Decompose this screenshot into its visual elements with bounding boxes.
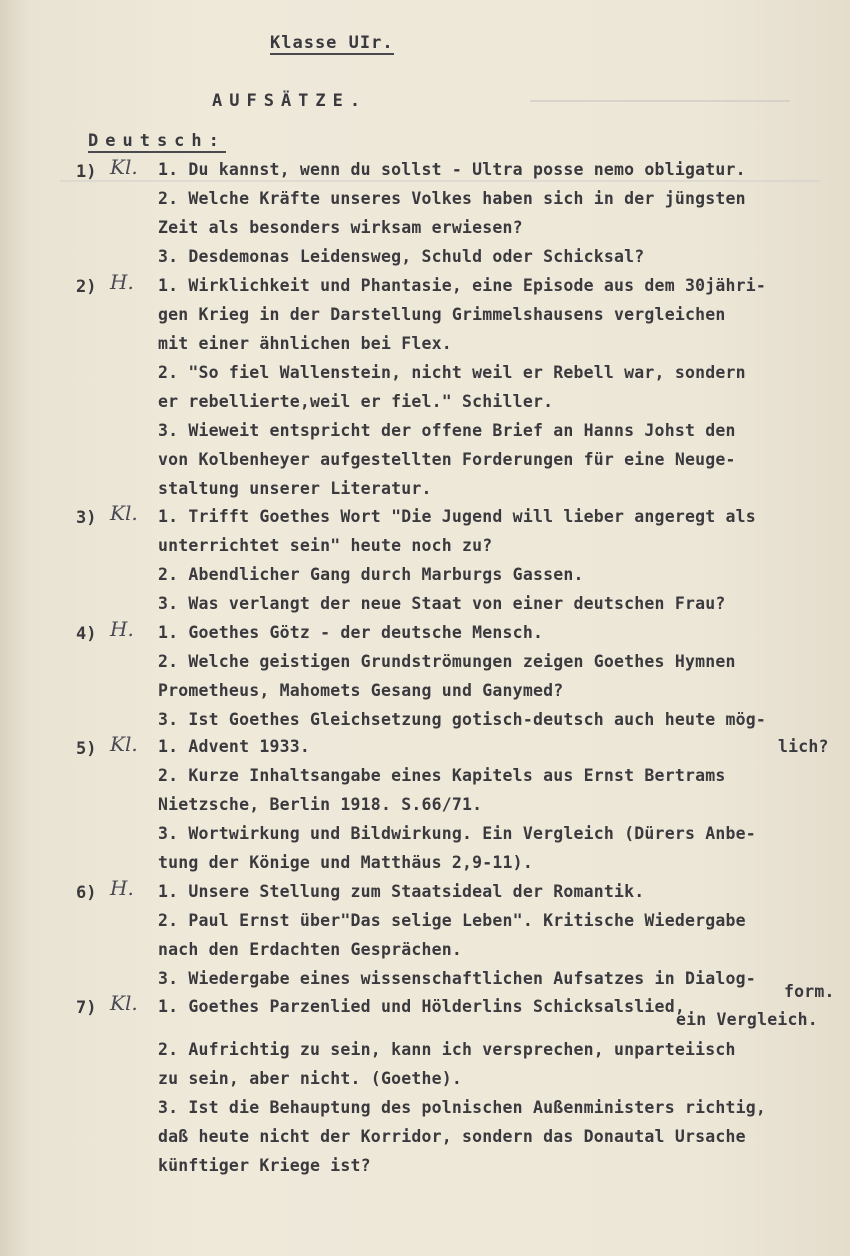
handwritten-mark: H. xyxy=(110,617,134,641)
topic-line: zu sein, aber nicht. (Goethe). xyxy=(158,1069,463,1088)
bleed-through-ruling xyxy=(60,180,820,182)
topic-line: daß heute nicht der Korridor, sondern das Donautal Ursache xyxy=(158,1127,746,1146)
topic-line: Zeit als besonders wirksam erwiesen? xyxy=(158,218,523,237)
topic-line: 3. Desdemonas Leidensweg, Schuld oder Schicksal? xyxy=(158,247,645,266)
topic-line: künftiger Kriege ist? xyxy=(158,1156,371,1175)
handwritten-mark: Kl. xyxy=(110,501,138,525)
topic-line: von Kolbenheyer aufgestellten Forderungen für eine Neuge- xyxy=(158,450,736,469)
topic-line: gen Krieg in der Darstellung Grimmelshausens vergleichen xyxy=(158,305,726,324)
topic-line: 3. Was verlangt der neue Staat von einer deutschen Frau? xyxy=(158,594,726,613)
subject-heading: Deutsch: xyxy=(88,131,226,151)
handwritten-mark: Kl. xyxy=(110,991,138,1015)
topic-line: mit einer ähnlichen bei Flex. xyxy=(158,334,452,353)
topic-line: unterrichtet sein" heute noch zu? xyxy=(158,536,493,555)
topic-line: 2. Welche geistigen Grundströmungen zeigen Goethes Hymnen xyxy=(158,652,736,671)
topic-line: 1. Trifft Goethes Wort "Die Jugend will lieber angeregt als xyxy=(158,507,756,526)
topic-line: 1. Advent 1933. xyxy=(158,737,311,756)
topic-line: tung der Könige und Matthäus 2,9-11). xyxy=(158,853,533,872)
topic-line: Nietzsche, Berlin 1918. S.66/71. xyxy=(158,795,483,814)
topic-line: 3. Ist Goethes Gleichsetzung gotisch-deutsch auch heute mög- xyxy=(158,710,767,729)
handwritten-mark: H. xyxy=(110,876,134,900)
line-continuation: form. xyxy=(784,982,835,1001)
topic-line: 2. Paul Ernst über"Das selige Leben". Kritische Wiedergabe xyxy=(158,911,746,930)
topic-line: 3. Wiedergabe eines wissenschaftlichen Aufsatzes in Dialog- xyxy=(158,969,756,988)
topic-line: 2. Kurze Inhaltsangabe eines Kapitels aus Ernst Bertrams xyxy=(158,766,726,785)
topic-line: 3. Wortwirkung und Bildwirkung. Ein Vergleich (Dürers Anbe- xyxy=(158,824,756,843)
group-number: 2) xyxy=(76,277,97,297)
topic-line: 1. Du kannst, wenn du sollst - Ultra posse nemo obligatur. xyxy=(158,160,746,179)
group-number: 4) xyxy=(76,624,97,644)
topic-line: 1. Goethes Parzenlied und Hölderlins Schicksalslied, xyxy=(158,997,685,1016)
line-continuation: lich? xyxy=(778,737,829,756)
document-title: AUFSÄTZE. xyxy=(212,91,368,111)
group-number: 7) xyxy=(76,998,97,1018)
topic-line: 2. "So fiel Wallenstein, nicht weil er Rebell war, sondern xyxy=(158,363,746,382)
group-number: 1) xyxy=(76,162,97,182)
handwritten-mark: Kl. xyxy=(110,732,138,756)
group-number: 6) xyxy=(76,883,97,903)
class-label: Klasse UIr. xyxy=(270,33,394,53)
topic-line: 2. Abendlicher Gang durch Marburgs Gassen. xyxy=(158,565,584,584)
bleed-through-ruling xyxy=(530,100,790,102)
handwritten-mark: H. xyxy=(110,270,134,294)
topic-line: 2. Welche Kräfte unseres Volkes haben sich in der jüngsten xyxy=(158,189,746,208)
topic-line: 1. Wirklichkeit und Phantasie, eine Episode aus dem 30jähri- xyxy=(158,276,767,295)
topic-line: staltung unserer Literatur. xyxy=(158,479,432,498)
line-continuation: ein Vergleich. xyxy=(676,1010,818,1029)
topic-line: 1. Unsere Stellung zum Staatsideal der Romantik. xyxy=(158,882,645,901)
topic-line: 3. Ist die Behauptung des polnischen Außenministers richtig, xyxy=(158,1098,767,1117)
topic-line: 3. Wieweit entspricht der offene Brief an Hanns Johst den xyxy=(158,421,736,440)
topic-line: Prometheus, Mahomets Gesang und Ganymed? xyxy=(158,681,564,700)
group-number: 5) xyxy=(76,739,97,759)
topic-line: nach den Erdachten Gesprächen. xyxy=(158,940,463,959)
group-number: 3) xyxy=(76,508,97,528)
topic-line: 2. Aufrichtig zu sein, kann ich versprechen, unparteiisch xyxy=(158,1040,736,1059)
topic-line: er rebellierte,weil er fiel." Schiller. xyxy=(158,392,554,411)
topic-line: 1. Goethes Götz - der deutsche Mensch. xyxy=(158,623,544,642)
handwritten-mark: Kl. xyxy=(110,155,138,179)
